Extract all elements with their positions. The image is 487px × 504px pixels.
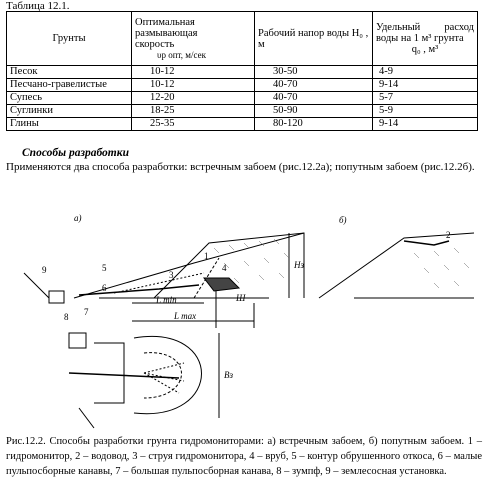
callout-2: 2 — [446, 230, 451, 240]
plan-pump — [69, 333, 86, 348]
soil-hatching — [214, 239, 289, 283]
label-lmin: L min — [156, 295, 177, 305]
plan-channel-left — [94, 343, 124, 403]
face-arc-outer — [134, 336, 202, 413]
cell-flow: 5-7 — [373, 92, 478, 105]
cell-soil: Глины — [7, 118, 132, 131]
monitor-b — [404, 241, 449, 245]
figure-caption: Рис.12.2. Способы разработки грунта гидромониторами: а) встречным забоем, б) попутным забоем. 1 – гидромонитор, 2 – водовод, 3 – струя гидромонитора, 4 – вруб, 5 – контур обрушенного откоса, 6 – малые пульпосборные канавы, 7 – большая пульпосборная канава, 8 – зумпф, 9 – землесосная установка. — [6, 436, 482, 477]
cell-flow: 9-14 — [373, 118, 478, 131]
header-velocity-line1: Оптимальная — [135, 17, 195, 28]
callout-9: 9 — [42, 265, 47, 275]
cell-head: 50-90 — [255, 105, 373, 118]
header-flow-line2: воды на 1 м³ грунта — [376, 33, 464, 44]
cell-head: 40-70 — [255, 92, 373, 105]
callout-3: 3 — [169, 270, 174, 280]
header-velocity-line2: размывающая — [135, 28, 198, 39]
leader-2 — [79, 408, 94, 428]
header-velocity — [132, 12, 255, 66]
callout-5: 5 — [102, 263, 107, 273]
header-velocity-line3: скорость — [135, 39, 175, 50]
header-velocity-unit: υр опт, м/сек — [157, 50, 206, 60]
table-header-row — [7, 12, 478, 66]
callout-numbers — [42, 230, 451, 322]
cell-velocity: 12-20 — [132, 92, 255, 105]
methods-paragraph: Применяются два способа разработки: встречным забоем (рис.12.2а); попутным забоем (рис.12.2б). — [6, 161, 475, 173]
table-caption: Таблица 12.1. — [6, 0, 70, 12]
cell-velocity: 10-12 — [132, 79, 255, 92]
water-pipe — [79, 285, 199, 295]
hydromonitor-diagram — [4, 203, 484, 435]
header-soils: Грунты — [7, 12, 132, 66]
cell-head: 80-120 — [255, 118, 373, 131]
label-a: а) — [74, 213, 82, 223]
cell-flow: 5-9 — [373, 105, 478, 118]
header-flow-line3: q₀ , м³ — [411, 44, 439, 55]
header-head: Рабочий напор воды H₀ , м — [255, 12, 373, 66]
callout-8: 8 — [64, 312, 69, 322]
header-flow — [373, 12, 478, 66]
cell-head: 40-70 — [255, 79, 373, 92]
slope-line-b — [319, 233, 474, 298]
cell-velocity: 25-35 — [132, 118, 255, 131]
cell-velocity: 10-12 — [132, 66, 255, 79]
diagram-b-section — [319, 233, 474, 298]
cell-soil: Песок — [7, 66, 132, 79]
callout-1: 1 — [204, 251, 209, 261]
label-b: б) — [339, 215, 347, 225]
label-hs: Hз — [294, 260, 305, 270]
cell-soil: Супесь — [7, 92, 132, 105]
table-row — [7, 66, 478, 79]
methods-heading: Способы разработки — [22, 147, 129, 159]
callout-7: 7 — [84, 307, 89, 317]
surface-line — [74, 233, 304, 298]
cell-soil: Песчано-гравелистые — [7, 79, 132, 92]
header-flow-line1: Удельный расход — [376, 22, 474, 33]
cell-velocity: 18-25 — [132, 105, 255, 118]
table-row — [7, 118, 478, 131]
label-bz: Bз — [224, 370, 234, 380]
jet-stream — [114, 273, 204, 293]
table-row — [7, 92, 478, 105]
label-lmax: L max — [174, 311, 197, 321]
pump-unit — [49, 291, 64, 303]
cell-flow: 4-9 — [373, 66, 478, 79]
callout-6: 6 — [102, 283, 107, 293]
soil-table — [6, 11, 478, 131]
soil-hatching-b — [414, 248, 469, 288]
undercut — [204, 278, 239, 291]
label-w: Ш — [236, 293, 246, 303]
table-row — [7, 105, 478, 118]
cell-head: 30-50 — [255, 66, 373, 79]
callout-4: 4 — [222, 263, 227, 273]
diagram-a-plan — [69, 333, 219, 428]
cell-flow: 9-14 — [373, 79, 478, 92]
table-row — [7, 79, 478, 92]
cell-soil: Суглинки — [7, 105, 132, 118]
leader-9 — [24, 273, 49, 298]
